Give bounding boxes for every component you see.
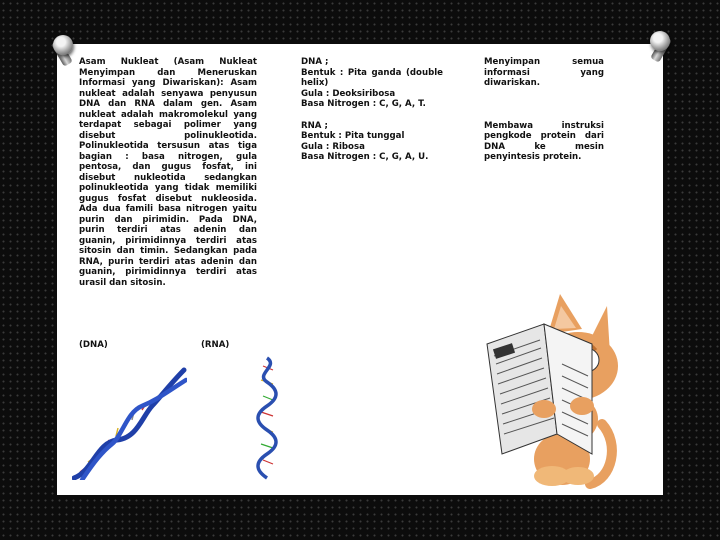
- pushpin-icon: [650, 31, 670, 51]
- dna-image-label: (DNA): [79, 340, 108, 350]
- dna-sugar: Gula : Deoksiribosa: [301, 88, 396, 99]
- dna-function: Menyimpan semua informasi yang diwariskan.: [484, 57, 604, 88]
- rna-function: Membawa instruksi pengkode protein dari DNA ke mesin penyintesis protein.: [484, 120, 604, 162]
- rna-bases: Basa Nitrogen : C, G, A, U.: [301, 152, 429, 162]
- rna-helix-image: [207, 356, 325, 480]
- dna-double-helix-image: [72, 362, 187, 480]
- dna-bases: Basa Nitrogen : C, G, A, T.: [301, 99, 426, 109]
- cat-reading-newspaper-clipart: [482, 284, 622, 489]
- document-page: [57, 44, 663, 495]
- dna-shape: Bentuk : Pita ganda (double helix): [301, 67, 443, 88]
- nucleic-acid-description: [79, 57, 257, 288]
- rna-shape: Bentuk : Pita tunggal: [301, 131, 405, 141]
- pushpin-icon: [53, 35, 73, 55]
- rna-heading: RNA ;: [301, 120, 328, 131]
- dna-heading: DNA ;: [301, 57, 329, 67]
- function-column: [484, 57, 604, 163]
- nucleic-acid-paragraph: Asam Nukleat (Asam Nukleat Menyimpan dan Meneruskan Informasi yang Diwariskan): Asam nukleat adalah senyawa penyusun DNA dan RNA dalam gen. Asam nukleat adalah makromolekul yang terdapat sebagai polimer yang disebut polinukleotida. Polinukleotida tersusun atas tiga bagian : basa nitrogen, gula pentosa, dan gugus fosfat, ini disebut nukleotida sedangkan polinukleotida yang tidak memiliki gugus fosfat disebut nukleosida. Ada dua famili basa nitrogen yaitu purin dan pirimidin. Pada DNA, purin terdiri atas adenin dan guanin, pirimidinnya terdiri atas sitosin dan timin. Sedangkan pada RNA, purin terdiri atas adenin dan guanin, pirimidinnya terdiri atas urasil dan sitosin.: [79, 57, 257, 288]
- rna-image-label: (RNA): [201, 340, 230, 350]
- rna-sugar: Gula : Ribosa: [301, 141, 365, 152]
- structure-column: [301, 57, 443, 163]
